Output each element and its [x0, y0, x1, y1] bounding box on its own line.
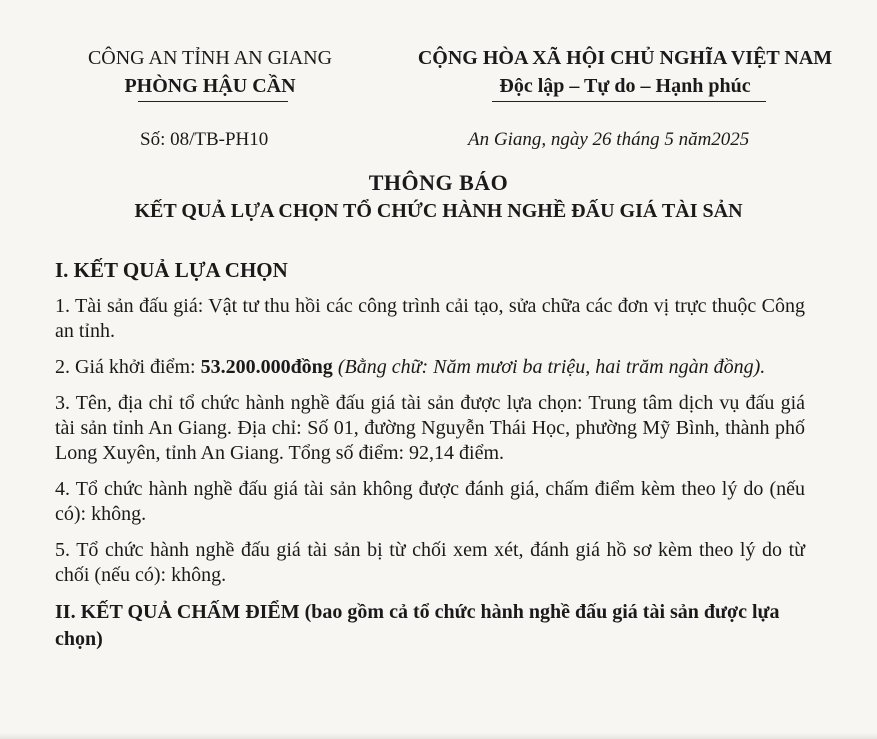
starting-price: 53.200.000đồng	[200, 356, 333, 378]
price-in-words: (Bằng chữ: Năm mươi ba triệu, hai trăm ngàn đồng).	[337, 356, 766, 378]
document-number: Số: 08/TB-PH10	[140, 129, 269, 150]
department-name: PHÒNG HẬU CẦN	[124, 75, 296, 97]
header-right	[390, 44, 860, 100]
document-subtitle: KẾT QUẢ LỰA CHỌN TỔ CHỨC HÀNH NGHỀ ĐẤU GIÁ TÀI SẢN	[134, 200, 743, 222]
document-body	[55, 256, 805, 653]
place-date: An Giang, ngày 26 tháng 5 năm2025	[468, 129, 750, 150]
department-underline	[138, 101, 288, 102]
national-title: CỘNG HÒA XÃ HỘI CHỦ NGHĨA VIỆT NAM	[417, 47, 833, 69]
item-3: 3. Tên, địa chỉ tổ chức hành nghề đấu giá tài sản được lựa chọn: Trung tâm dịch vụ đấu giá tài sản tỉnh An Giang. Địa chỉ: Số 01, đường Nguyễn Thái Học, phường Mỹ Bình, thành phố Long Xuyên, tỉnh An Giang. Tổng số điểm: 92,14 điểm.	[55, 392, 805, 464]
item-1: 1. Tài sản đấu giá: Vật tư thu hồi các công trình cải tạo, sửa chữa các đơn vị trực thuộc Công an tỉnh.	[55, 295, 805, 342]
item-2-prefix: 2. Giá khởi điểm:	[55, 356, 201, 378]
motto-underline	[492, 101, 766, 102]
national-motto: Độc lập – Tự do – Hạnh phúc	[499, 75, 751, 97]
header-left	[60, 44, 360, 100]
item-5: 5. Tổ chức hành nghề đấu giá tài sản bị từ chối xem xét, đánh giá hồ sơ kèm theo lý do từ chối (nếu có): không.	[55, 539, 805, 586]
item-2	[55, 355, 805, 380]
section1-heading: I. KẾT QUẢ LỰA CHỌN	[55, 258, 288, 282]
organization-name: CÔNG AN TỈNH AN GIANG	[87, 47, 333, 69]
section2-heading: II. KẾT QUẢ CHẤM ĐIỂM (bao gồm cả tổ chức hành nghề đấu giá tài sản được lựa chọn)	[55, 601, 780, 650]
document-title: THÔNG BÁO	[368, 170, 509, 195]
item-4: 4. Tổ chức hành nghề đấu giá tài sản không được đánh giá, chấm điểm kèm theo lý do (nếu có): không.	[55, 478, 805, 525]
scan-edge	[0, 733, 877, 739]
